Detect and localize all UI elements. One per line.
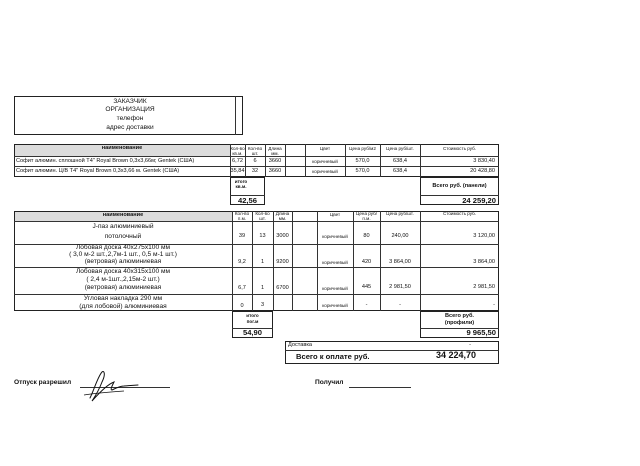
table2-sum-label-2: (профили) [444, 320, 475, 326]
table2-row2-price-rub: 3 864,00 [389, 259, 411, 265]
customer-info-divider [235, 96, 236, 135]
table2-row4-cost: - [493, 302, 495, 308]
table1-row1-price-usd: 570,0 [355, 158, 370, 164]
table2-row1-price-usd: 80 [363, 233, 370, 239]
organization-label: ОРГАНИЗАЦИЯ [105, 106, 155, 113]
table2-row2-name-line1: Лобовая доска 40х275х100 мм [75, 244, 171, 251]
table1-header-price-rub: Цена руб/шт. [386, 146, 414, 151]
table1-row2-cost: 20 428,80 [470, 168, 495, 174]
table2-header-qty-m: Кол-во п.м. [234, 211, 250, 221]
table2-row1-qty-m: 39 [238, 233, 246, 239]
address-label: адрес доставки [106, 124, 154, 131]
received-by-label: Получил [315, 379, 344, 386]
table2-row2-price-usd: 420 [361, 259, 372, 265]
table2-row1-name-line1: J-паз алюминиевый [92, 223, 154, 230]
table2-row3-cost: 2 981,50 [473, 284, 495, 290]
delivery-label: Доставка [288, 342, 313, 348]
table1-header-color: Цвет [319, 146, 331, 151]
table2-row3-length: 6700 [276, 285, 289, 291]
table1-header-name: наименование [101, 145, 143, 151]
table1-row1-length: 3660 [268, 158, 282, 164]
table1-row1-color: коричневый [312, 159, 338, 164]
table2-row3-name-line2: ( 2,4 м-1шт.,2,15м-2 шт.) [86, 276, 160, 283]
phone-label: телефон [116, 115, 144, 122]
table1-header-qty-pcs: Кол-во шт. [247, 146, 263, 156]
table2-row4-name-line2: (для лобовой) алюминиевая [79, 303, 167, 310]
table2-row2-name-line2: ( 3,0 м-2 шт.,2,7м-1 шт., 0,5 м-1 шт.) [69, 251, 177, 258]
table2-row3-qty-pcs: 1 [260, 285, 265, 291]
table1-row2-length: 3660 [268, 168, 282, 174]
table2-sum-label-1: Всего руб. [445, 313, 474, 319]
grand-total-label: Всего к оплате руб. [296, 352, 370, 361]
table2-row4-color: коричневый [322, 303, 348, 308]
table1-header-cost: Стоимость руб. [442, 146, 477, 151]
customer-label: ЗАКАЗЧИК [113, 98, 147, 105]
table2-header-name: наименование [102, 212, 144, 218]
table2-row1-color: коричневый [322, 234, 348, 239]
grand-total-value: 34 224,70 [435, 350, 476, 360]
table1-row1-cost: 3 830,40 [473, 158, 495, 164]
delivery-value: - [469, 342, 471, 348]
table1-header-price-usd: Цена руб/м2 [349, 146, 376, 151]
table1-row2-price-usd: 570,0 [355, 168, 370, 174]
table1-header-length: Длина мм. [268, 146, 282, 156]
table2-row4-name-line1: Угловая накладка 290 мм [83, 295, 163, 302]
table1-row2-qty-sqm: 35,84 [230, 168, 245, 174]
table1-row2-color: коричневый [312, 169, 338, 174]
table2-row3-qty-m: 6,7 [238, 285, 246, 291]
table2-row1-qty-pcs: 13 [259, 233, 266, 239]
table2-header-length: Длина мм. [275, 211, 290, 221]
table2-row4-qty-pcs: 3 [260, 302, 265, 308]
table1-row1-price-rub: 638,4 [393, 158, 407, 164]
table1-total-value: 42,56 [237, 196, 257, 205]
table2-header-qty-pcs: Кол-во шт. [255, 211, 270, 221]
table2-row1-price-rub: 240,00 [391, 233, 409, 239]
table2-header-price-rub: Цена руб/шт. [386, 211, 414, 216]
table2-row2-length: 9200 [276, 259, 289, 265]
released-by-label: Отпуск разрешил [14, 379, 72, 386]
table2-row2-cost: 3 864,00 [473, 259, 495, 265]
table2-header-cost: Стоимость руб. [442, 211, 477, 216]
table1-row1-qty-sqm: 6,72 [232, 158, 243, 164]
table2-row3-name-line1: Лобовая доска 40х315х100 мм [75, 268, 171, 275]
table1-row1-name: Софит алюмин. сплошной T4" Royal Brown 0,3х3,66м; Gentek (США) [16, 158, 195, 164]
table1-row2-name: Софит алюмин. Ц/В T4" Royal Brown 0,3х3,66 м. Gentek (США) [16, 168, 180, 174]
table2-row4-qty-m: 0 [240, 303, 244, 309]
table2-row2-name-line3: (ветровая) алюминиевая [84, 258, 162, 265]
table2-row2-qty-pcs: 1 [260, 259, 265, 265]
table2-row3-name-line3: (ветровая) алюминиевая [84, 284, 162, 291]
handwritten-signature [76, 368, 146, 404]
table2-row3-price-rub: 2 981,50 [389, 284, 411, 290]
table1-row1-qty-pcs: 6 [253, 158, 257, 164]
table2-header-color: Цвет [329, 212, 341, 217]
table2-total-value: 54,90 [242, 328, 262, 337]
table2-sum-value: 9 965,50 [466, 328, 496, 337]
table1-row2-qty-pcs: 32 [251, 168, 259, 174]
table2-row3-price-usd: 445 [361, 284, 372, 290]
table1-sum-value: 24 259,20 [462, 196, 496, 205]
table1-header-qty-sqm: Кол-во кв.м. [230, 146, 245, 156]
table2-row1-name-line2: потолочный [104, 233, 142, 240]
table2-row4-price-rub: - [399, 302, 401, 308]
table1-sum-label: Всего руб. (панели) [432, 183, 487, 189]
table2-row4-price-usd: - [365, 302, 368, 308]
table2-row1-length: 3000 [276, 233, 289, 239]
table2-header-price-usd: Цена руб/п.м. [355, 211, 378, 221]
table2-row2-color: коричневый [322, 260, 348, 265]
received-signature-line [349, 387, 411, 388]
table2-total-label-2: пог.м [246, 319, 259, 324]
table1-row2-price-rub: 638,4 [393, 168, 407, 174]
table2-row3-color: коричневый [322, 286, 348, 291]
table1-total-label: итого кв.м. [234, 179, 248, 189]
table2-row2-qty-m: 9,2 [238, 259, 246, 265]
table2-row1-cost: 3 120,00 [473, 233, 495, 239]
table2-total-label-1: итого [246, 313, 259, 318]
